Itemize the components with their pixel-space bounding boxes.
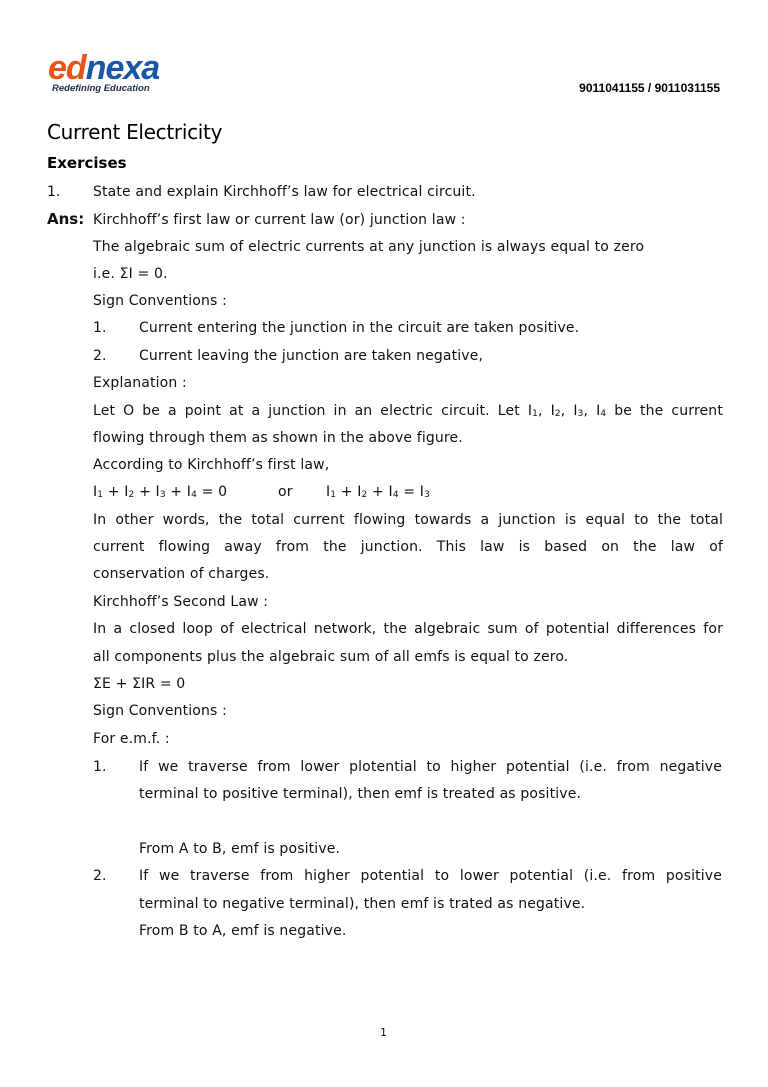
equation-first-law: I1 + I2 + I3 + I4 = 0 [93, 484, 228, 500]
answer-line: Kirchhoff’s first law or current law (or) junction law : [93, 212, 466, 228]
answer-line: Let O be a point at a junction in an electric circuit. Let I1, I2, I3, I4 be the current [93, 403, 723, 419]
list-number: 2. [93, 348, 107, 364]
answer-line: i.e. ΣI = 0. [93, 266, 168, 282]
list-item-note: From B to A, emf is negative. [139, 923, 347, 939]
equation-or: or [278, 484, 293, 500]
page-number: 1 [380, 1026, 387, 1039]
question-number: 1. [47, 184, 61, 200]
list-number: 1. [93, 320, 107, 336]
answer-line: current flowing away from the junction. This law is based on the law of [93, 539, 723, 555]
list-item-note: From A to B, emf is positive. [139, 841, 341, 857]
answer-line: In a closed loop of electrical network, the algebraic sum of potential differences for [93, 621, 723, 637]
logo-tagline: Redefining Education [52, 83, 150, 94]
list-item: If we traverse from lower plotential to higher potential (i.e. from negative [139, 759, 722, 775]
answer-line: all components plus the algebraic sum of all emfs is equal to zero. [93, 649, 569, 665]
list-item-continued: terminal to negative terminal), then emf is trated as negative. [139, 896, 586, 912]
answer-line: flowing through them as shown in the above figure. [93, 430, 463, 446]
answer-line: The algebraic sum of electric currents at any junction is always equal to zero [93, 239, 645, 255]
logo-wordmark: ednexa [48, 49, 160, 87]
list-number: 1. [93, 759, 107, 775]
answer-line: Explanation : [93, 375, 187, 391]
list-item: Current entering the junction in the circuit are taken positive. [139, 320, 580, 336]
list-item-continued: terminal to positive terminal), then emf is treated as positive. [139, 786, 582, 802]
page-title: Current Electricity [47, 120, 223, 144]
list-item: Current leaving the junction are taken negative, [139, 348, 484, 364]
list-number: 2. [93, 868, 107, 884]
answer-line: In other words, the total current flowing towards a junction is equal to the total [93, 512, 723, 528]
section-heading: Exercises [47, 154, 127, 172]
equation-second-law: ΣE + ΣIR = 0 [93, 676, 186, 692]
list-item: If we traverse from higher potential to lower potential (i.e. from positive [139, 868, 722, 884]
answer-line: conservation of charges. [93, 566, 270, 582]
answer-line: For e.m.f. : [93, 731, 170, 747]
answer-line: According to Kirchhoff’s first law, [93, 457, 330, 473]
equation-alt: I1 + I2 + I4 = I3 [326, 484, 430, 500]
question-text: State and explain Kirchhoff’s law for electrical circuit. [93, 184, 476, 200]
phone-numbers: 9011041155 / 9011031155 [579, 81, 720, 95]
answer-label: Ans: [47, 210, 85, 228]
ednexa-logo [48, 50, 178, 96]
answer-line: Sign Conventions : [93, 293, 227, 309]
answer-line: Kirchhoff’s Second Law : [93, 594, 269, 610]
answer-line: Sign Conventions : [93, 703, 227, 719]
